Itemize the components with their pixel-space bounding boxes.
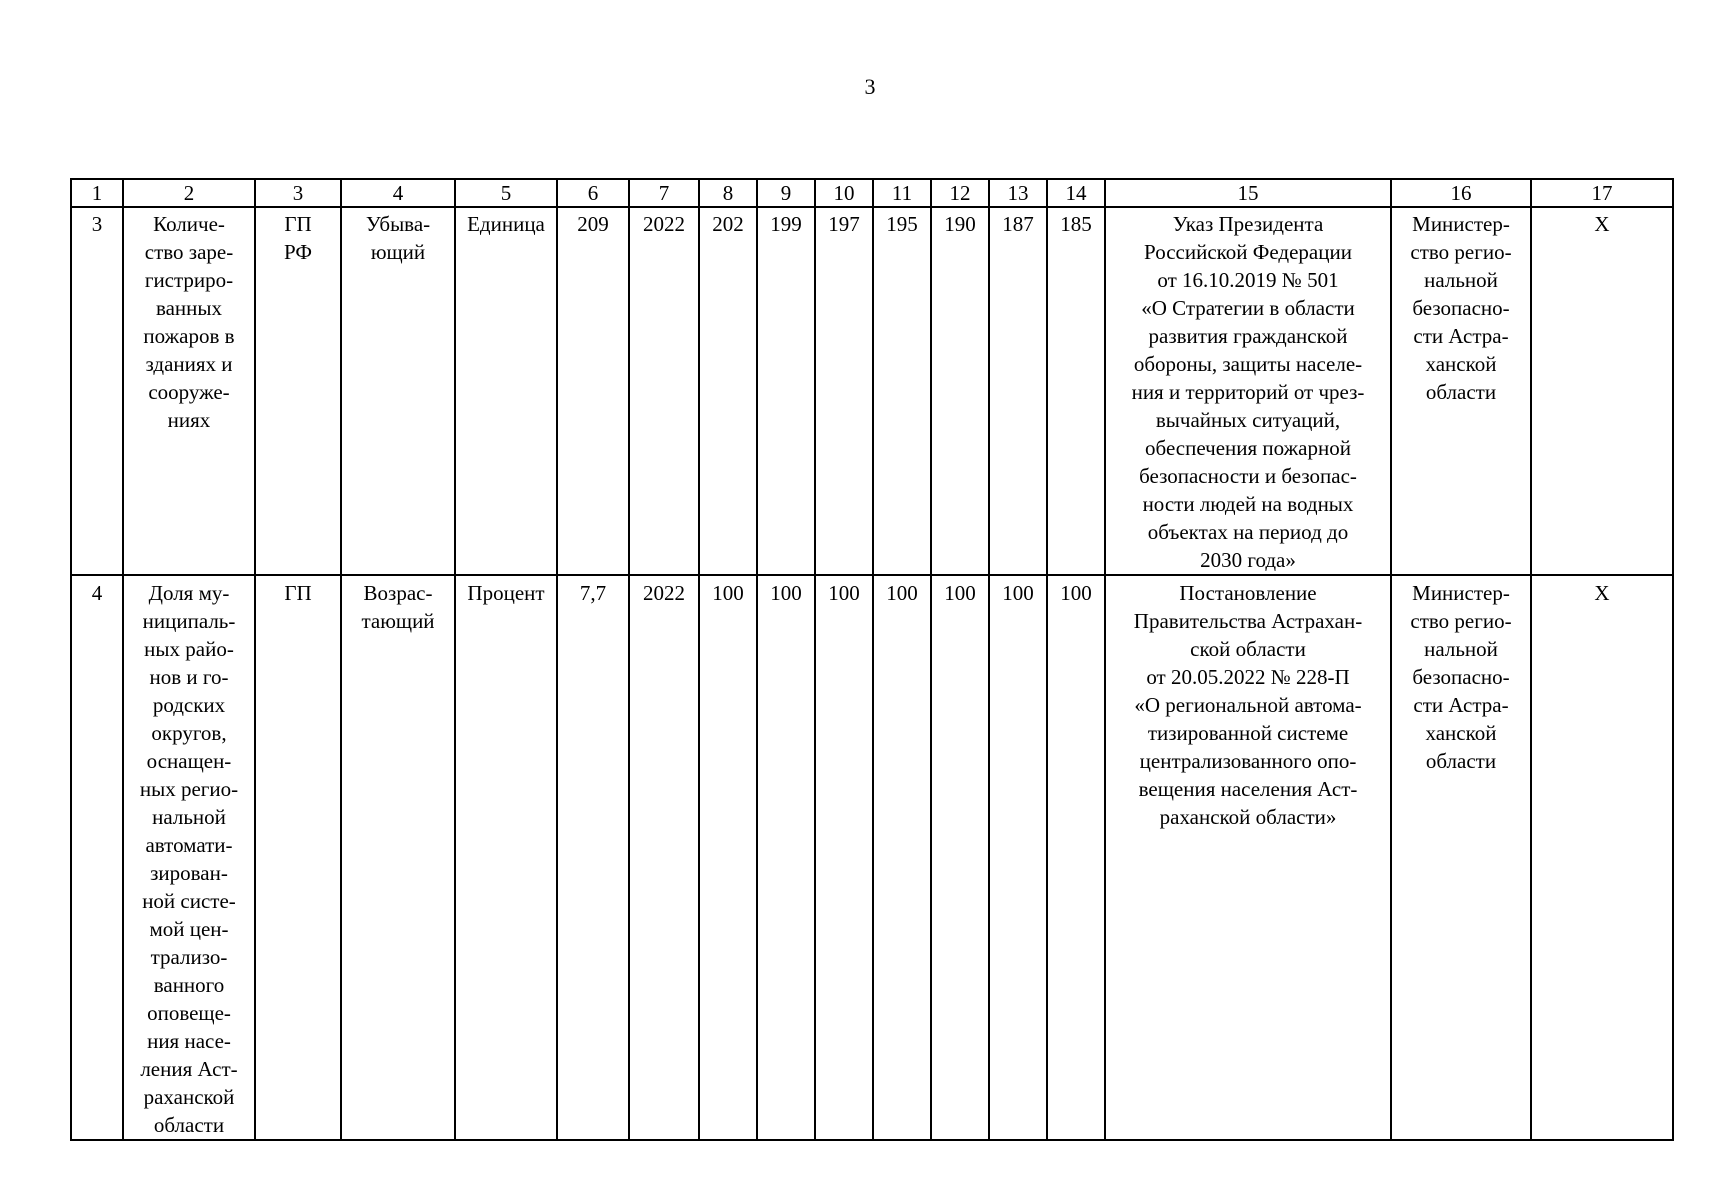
header-cell: 15 — [1105, 179, 1391, 207]
header-cell: 3 — [255, 179, 341, 207]
mark-cell: Х — [1531, 575, 1673, 1140]
header-cell: 8 — [699, 179, 757, 207]
value-cell: 185 — [1047, 207, 1105, 575]
indicator-level: ГП РФ — [255, 207, 341, 575]
reference-document: Указ Президента Российской Федерации от 16.10.2019 № 501 «О Стратегии в области развития гражданской обороны, защиты населе- ния и территорий от чрез- вычайных ситуаций, обеспечения пожарной безопасности и безопас- ности людей на водных объектах на период до 2030 года» — [1105, 207, 1391, 575]
mark-cell: Х — [1531, 207, 1673, 575]
value-cell: 100 — [931, 575, 989, 1140]
header-cell: 16 — [1391, 179, 1531, 207]
header-cell: 4 — [341, 179, 455, 207]
header-cell: 14 — [1047, 179, 1105, 207]
header-cell: 11 — [873, 179, 931, 207]
header-cell: 7 — [629, 179, 699, 207]
base-year: 2022 — [629, 207, 699, 575]
responsible-body: Министер- ство регио- нальной безопасно- сти Астра- ханской области — [1391, 207, 1531, 575]
value-cell: 100 — [989, 575, 1047, 1140]
header-cell: 6 — [557, 179, 629, 207]
value-cell: 187 — [989, 207, 1047, 575]
header-cell: 2 — [123, 179, 255, 207]
header-cell: 10 — [815, 179, 873, 207]
value-cell: 202 — [699, 207, 757, 575]
base-year: 2022 — [629, 575, 699, 1140]
base-value: 209 — [557, 207, 629, 575]
value-cell: 100 — [815, 575, 873, 1140]
indicator-name: Доля му- ниципаль- ных райо- нов и го- родских округов, оснащен- ных регио- нальной автомати- зирован- ной систе- мой цен- трализо- ванного оповеще- ния насе- ления Аст- раханской области — [123, 575, 255, 1140]
row-number: 4 — [71, 575, 123, 1140]
header-cell: 9 — [757, 179, 815, 207]
value-cell: 199 — [757, 207, 815, 575]
indicator-name: Количе- ство заре- гистриро- ванных пожаров в зданиях и сооруже- ниях — [123, 207, 255, 575]
value-cell: 100 — [757, 575, 815, 1140]
indicator-level: ГП — [255, 575, 341, 1140]
header-row — [71, 179, 1673, 207]
header-cell: 5 — [455, 179, 557, 207]
indicator-trend: Убыва- ющий — [341, 207, 455, 575]
value-cell: 100 — [699, 575, 757, 1140]
table-row — [71, 575, 1673, 1140]
header-cell: 12 — [931, 179, 989, 207]
page-number: 3 — [864, 74, 876, 99]
header-cell: 17 — [1531, 179, 1673, 207]
indicators-table — [70, 178, 1674, 1141]
value-cell: 190 — [931, 207, 989, 575]
value-cell: 195 — [873, 207, 931, 575]
reference-document: Постановление Правительства Астрахан- ской области от 20.05.2022 № 228-П «О региональной автома- тизированной системе централизованного опо- вещения населения Аст- раханской области» — [1105, 575, 1391, 1140]
unit-of-measure: Процент — [455, 575, 557, 1140]
table-row — [71, 207, 1673, 575]
value-cell: 100 — [1047, 575, 1105, 1140]
row-number: 3 — [71, 207, 123, 575]
responsible-body: Министер- ство регио- нальной безопасно- сти Астра- ханской области — [1391, 575, 1531, 1140]
value-cell: 100 — [873, 575, 931, 1140]
value-cell: 197 — [815, 207, 873, 575]
header-cell: 13 — [989, 179, 1047, 207]
indicator-trend: Возрас- тающий — [341, 575, 455, 1140]
unit-of-measure: Единица — [455, 207, 557, 575]
base-value: 7,7 — [557, 575, 629, 1140]
header-cell: 1 — [71, 179, 123, 207]
